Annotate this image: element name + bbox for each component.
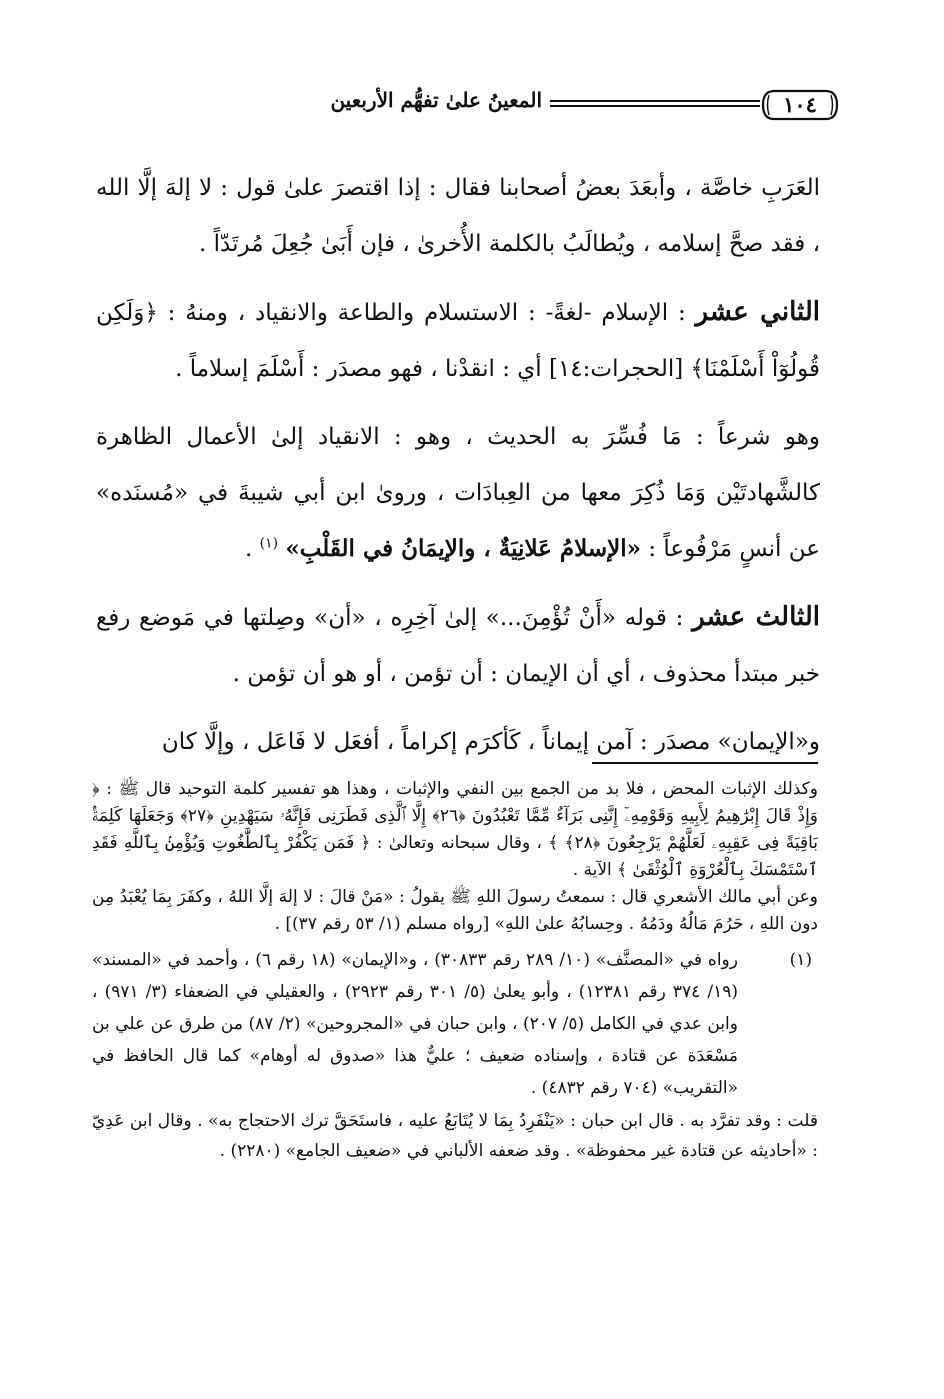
footnote-separator: [592, 762, 818, 764]
book-title: المعينُ علىٰ تفهُّم الأربعين: [330, 88, 542, 112]
paragraph-5: و«الإيمان» مصدَر : آمن إيماناً ، كَأكرَم إكراماً ، أفعَل لا فَاعَل ، وإلَّا كان: [161, 729, 820, 755]
footnote-1-number: (١): [789, 950, 812, 970]
footnote-continuation: وكذلك الإثبات المحض ، فلا بد من الجمع بين النفي والإثبات ، وهذا هو تفسير كلمة التوحيد قال ﷺ : ﴿ وَإِذْ قَالَ إِبْرَٰهِيمُ لِأَبِيهِ وَقَوْمِهِۦٓ إِنَّنِى بَرَآءٌ مِّمَّا تَعْبُدُونَ ﴿٢٦﴾ إِلَّا ٱلَّذِى فَطَرَنِى فَإِنَّهُۥ سَيَهْدِينِ ﴿٢٧﴾ وَجَعَلَهَا كَلِمَةًۢ بَاقِيَةً فِى عَقِبِهِۦ لَعَلَّهُمْ يَرْجِعُونَ ﴿٢٨﴾ ﴾ ، وقال سبحانه وتعالىٰ : ﴿ فَمَن يَكْفُرْ بِٱلطَّٰغُوتِ وَيُؤْمِنۢ بِٱللَّهِ فَقَدِ ٱسْتَمْسَكَ بِٱلْعُرْوَةِ ٱلْوُثْقَىٰ ﴾ الآية .: [92, 779, 818, 880]
footnote-1-note: قلت : وقد تفرَّد به . قال ابن حبان : «يَنْفَرِدُ بِمَا لا يُتَابَعُ عليه ، فاستَحَقَّ ترك الاحتجاج به» . وقال ابن عَدِيّ : «أحاديثه عن قتادة غير محفوظة» . وقد ضعفه الألباني في «ضعيف الجامع» (٢٢٨٠) .: [92, 1111, 818, 1161]
paragraph-3: [96, 409, 820, 577]
paragraph-3-end: .: [244, 536, 253, 562]
section-heading-12: الثاني عشر: [695, 297, 820, 327]
paragraph-3-text: وهو شرعاً : مَا فُسِّرَ به الحديث ، وهو : الانقياد إلىٰ الأعمال الظاهرة كالشَّهادتَيْن وَمَا ذُكِرَ معها من العِبادَات ، وروىٰ ابن أبي شيبةَ في «مُسنَده» عن أنسٍ مَرْفُوعاً :: [96, 424, 820, 562]
main-text: [96, 160, 820, 770]
paragraph-1: العَرَبِ خاصَّة ، وأبعَدَ بعضُ أصحابنا فقال : إذا اقتصرَ علىٰ قول : لا إلهَ إلَّا الله ، فقد صحَّ إسلامه ، ويُطالَبُ بالكلمة الأُخرىٰ ، فإن أَبَىٰ جُعِلَ مُرتَدّاً .: [96, 175, 820, 257]
paragraph-2-text: : الإسلام -لغةً- : الاستسلام والطاعة والانقياد ، ومنهُ : ﴿وَلَكِن قُولُوٓاْ أَسْلَمْنَا﴾ [الحجرات:١٤] أي : انقدْنا ، فهو مصدَر : أَسْلَمَ إسلاماً .: [96, 300, 820, 382]
paragraph-2: [96, 284, 820, 397]
footnote-1: [92, 944, 818, 1104]
footnote-marker: (١): [259, 535, 279, 552]
page-header: [92, 84, 840, 134]
footnotes: [92, 776, 818, 1166]
section-heading-13: الثالث عشر: [692, 602, 820, 632]
page-number-badge: [760, 88, 840, 122]
paragraph-4: [96, 589, 820, 702]
paragraph-4-text: : قوله «أَنْ تُؤْمِنَ...» إلىٰ آخِرِه ، «أن» وصِلتها في مَوضع رفع خبر مبتدأ محذوف ، أي أن الإيمان : أن تؤمن ، أو هو أن تؤمن .: [96, 605, 820, 687]
hadith-quote: «الإسلامُ عَلانِيَةٌ ، والإيمَانُ في القَلْبِ»: [285, 535, 642, 562]
footnote-continuation-2: وعن أبي مالك الأشعري قال : سمعتُ رسولَ اللهِ ﷺ يقولُ : «مَنْ قالَ : لا إلهَ إلَّا اللهُ ، وكفَرَ بِمَا يُعْبَدُ مِن دون اللهِ ، حَرُمَ مَالُهُ ودَمُهُ . وحِسابُهُ علىٰ اللهِ» [رواه مسلم (١/ ٥٣ رقم ٣٧)] .: [92, 887, 818, 934]
header-rule: [550, 100, 760, 107]
page-number: ١٠٤: [783, 92, 817, 117]
footnote-1-text: رواه في «المصنَّف» (١٠/ ٢٨٩ رقم ٣٠٨٣٣) ، و«الإيمان» (١٨ رقم ٦) ، وأحمد في «المسند» (١٩/ ٣٧٤ رقم ١٢٣٨١) ، وأبو يعلىٰ (٥/ ٣٠١ رقم ٢٩٢٣) ، والعقيلي في الضعفاء (٣/ ٩٧١) ، وابن عدي في الكامل (٥/ ٢٠٧) ، وابن حبان في «المجروحين» (٢/ ٨٧) من طرق عن علي بن مَسْعَدَة عن قتادة ، وإسناده ضعيف ؛ عليٌّ هذا «صدوق له أوهام» كما قال الحافظ في «التقريب» (٧٠٤ رقم ٤٨٣٢) .: [92, 950, 738, 1098]
